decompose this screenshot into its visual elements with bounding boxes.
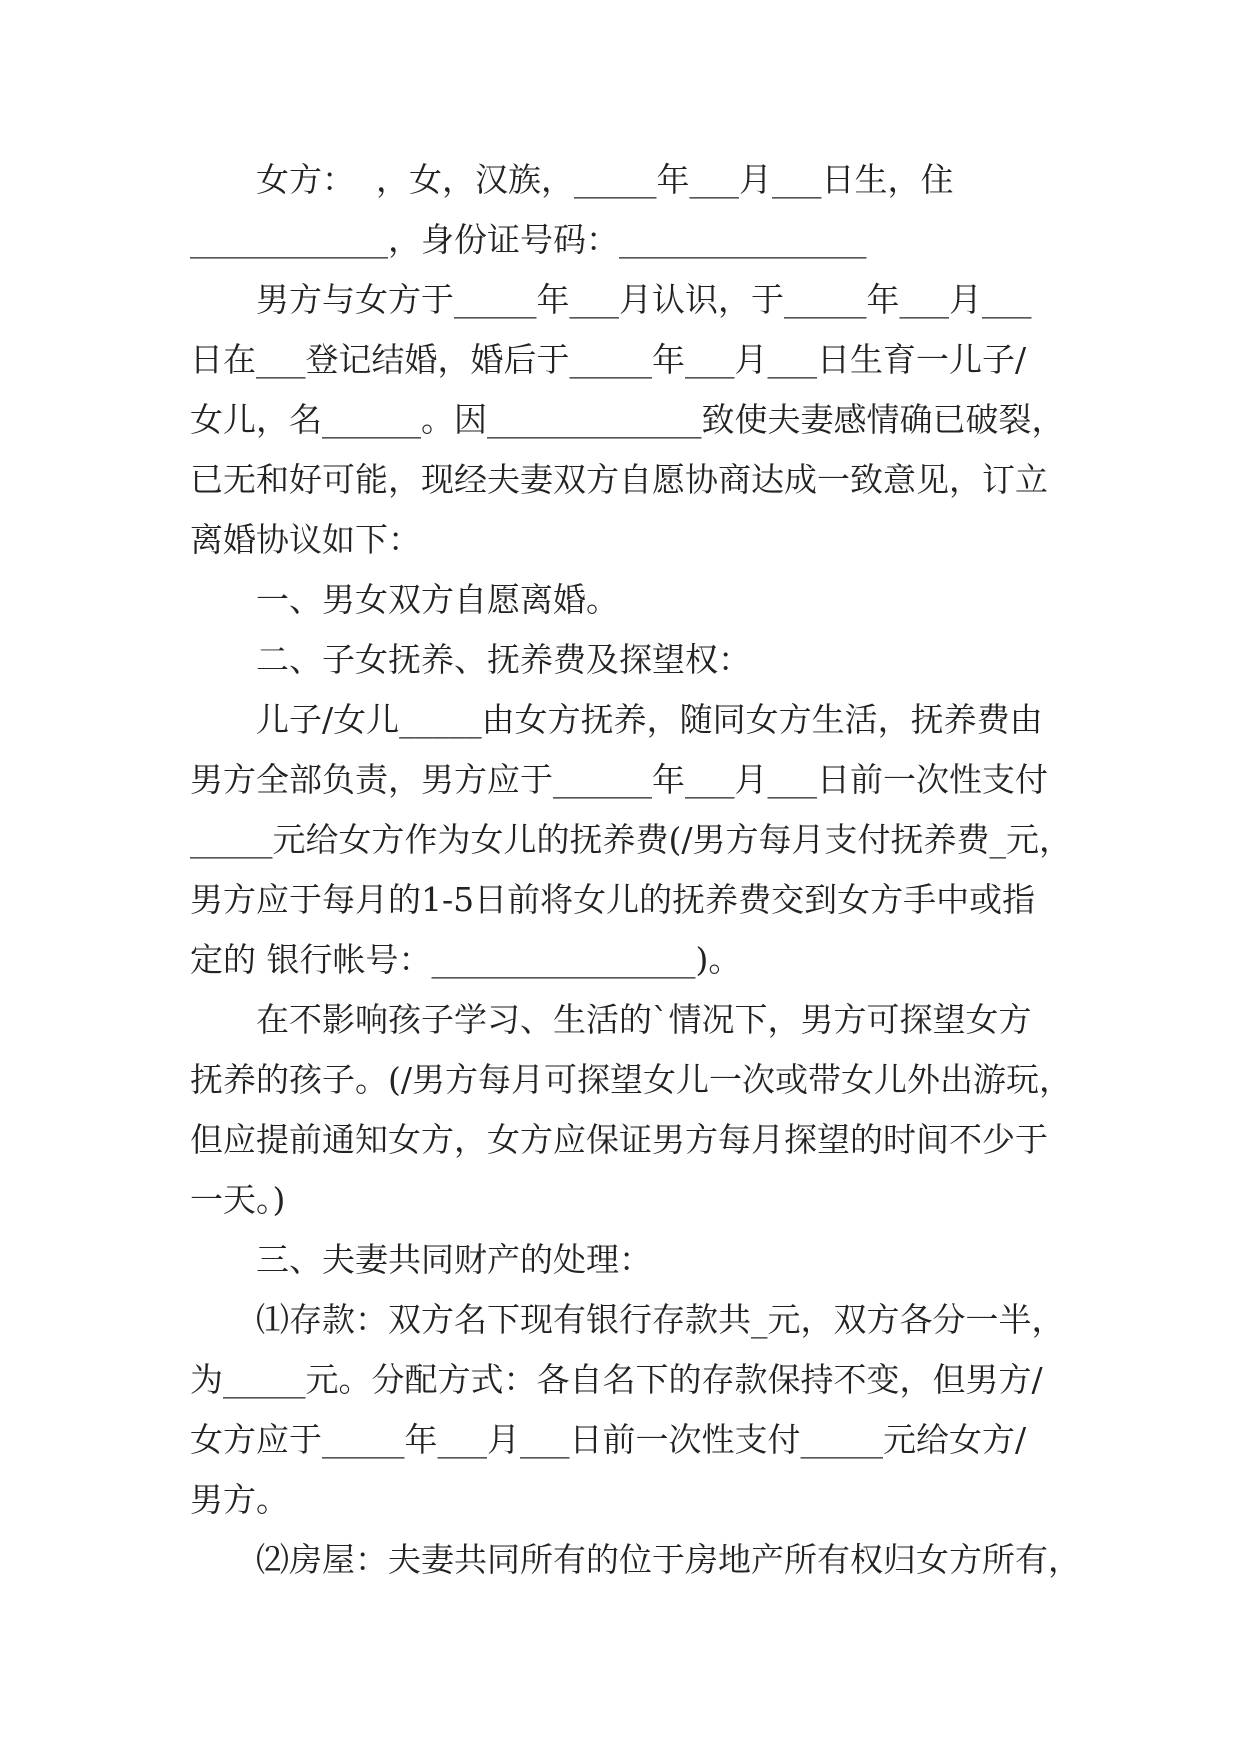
line-02: ____________，身份证号码：_______________ bbox=[190, 220, 867, 259]
line-14: 定的 银行帐号：________________)。 bbox=[190, 940, 742, 979]
line-08: 一、男女双方自愿离婚。 bbox=[256, 580, 619, 619]
line-05: 女儿，名______。因_____________致使夫妻感情确已破裂， bbox=[190, 400, 1065, 439]
line-23: 男方。 bbox=[190, 1480, 289, 1519]
line-06: 已无和好可能，现经夫妻双方自愿协商达成一致意见，订立 bbox=[190, 460, 1048, 499]
line-10: 儿子/女儿_____由女方抚养，随同女方生活，抚养费由 bbox=[256, 700, 1043, 739]
line-16: 抚养的孩子。(/男方每月可探望女儿一次或带女儿外出游玩， bbox=[190, 1060, 1072, 1099]
line-11: 男方全部负责，男方应于______年___月___日前一次性支付 bbox=[190, 760, 1048, 799]
line-03: 男方与女方于_____年___月认识，于_____年___月___ bbox=[256, 280, 1032, 319]
document-body bbox=[190, 150, 1081, 1590]
line-01: 女方： ，女，汉族，_____年___月___日生，住 bbox=[256, 160, 954, 199]
line-24: ⑵房屋：夫妻共同所有的位于房地产所有权归女方所有， bbox=[256, 1540, 1081, 1579]
line-22: 女方应于_____年___月___日前一次性支付_____元给女方/ bbox=[190, 1420, 1027, 1459]
line-07: 离婚协议如下： bbox=[190, 520, 421, 559]
line-17: 但应提前通知女方，女方应保证男方每月探望的时间不少于 bbox=[190, 1120, 1048, 1159]
line-09: 二、子女抚养、抚养费及探望权： bbox=[256, 640, 751, 679]
line-15: 在不影响孩子学习、生活的`情况下，男方可探望女方 bbox=[256, 1000, 1032, 1039]
line-21: 为_____元。分配方式：各自名下的存款保持不变，但男方/ bbox=[190, 1360, 1043, 1399]
line-19: 三、夫妻共同财产的处理： bbox=[256, 1240, 652, 1279]
line-20: ⑴存款：双方名下现有银行存款共_元，双方各分一半， bbox=[256, 1300, 1065, 1339]
line-12: _____元给女方作为女儿的抚养费(/男方每月支付抚养费_元， bbox=[190, 820, 1072, 859]
line-18: 一天。) bbox=[190, 1180, 286, 1219]
line-13: 男方应于每月的1-5日前将女儿的抚养费交到女方手中或指 bbox=[190, 880, 1036, 919]
line-04: 日在___登记结婚，婚后于_____年___月___日生育一儿子/ bbox=[190, 340, 1027, 379]
